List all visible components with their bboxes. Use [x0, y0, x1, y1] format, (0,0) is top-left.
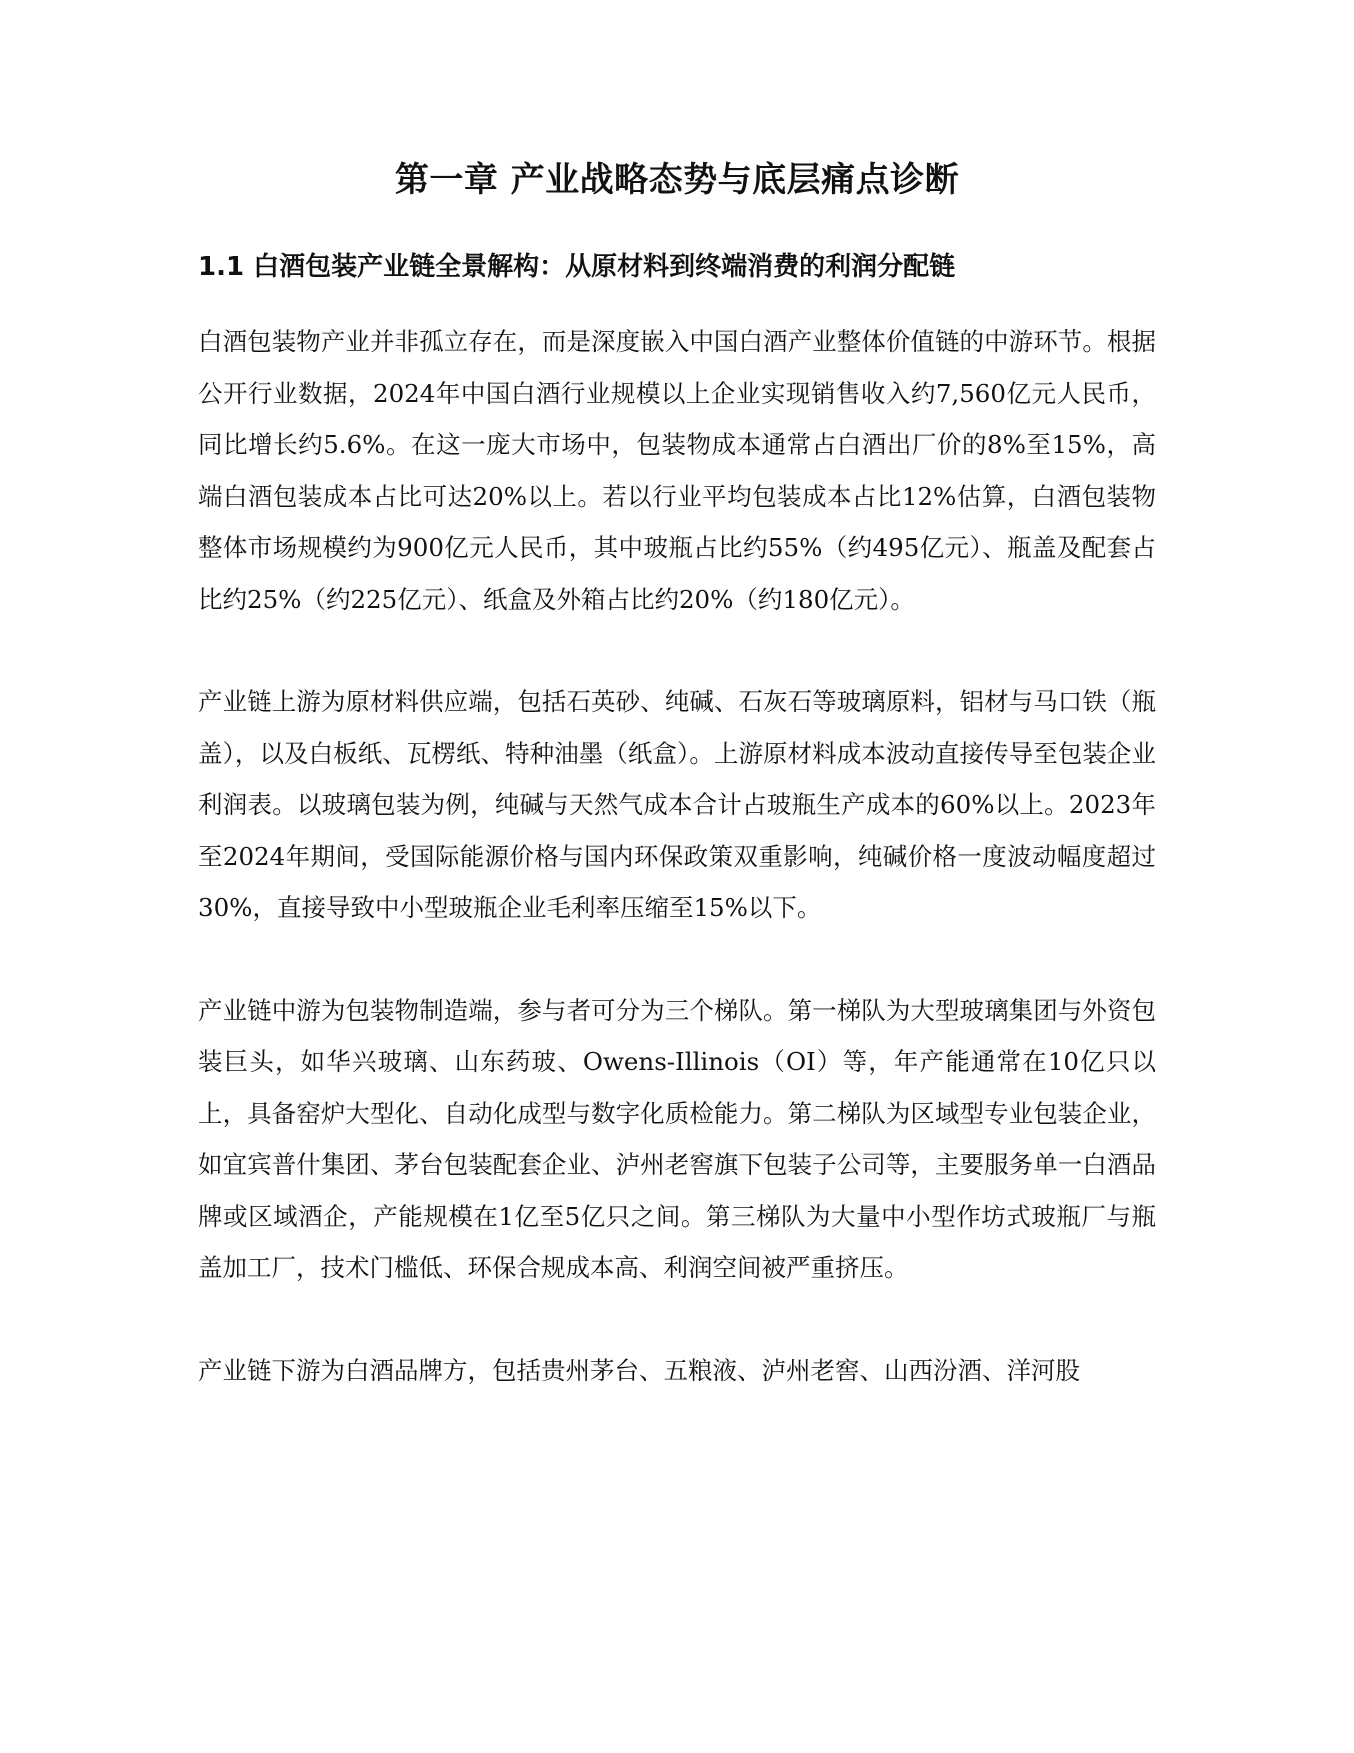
- paragraph-downstream: 产业链下游为白酒品牌方，包括贵州茅台、五粮液、泸州老窖、山西汾酒、洋河股: [198, 1355, 1080, 1385]
- paragraph-upstream: 产业链上游为原材料供应端，包括石英砂、纯碱、石灰石等玻璃原料，铝材与马口铁（瓶盖），以及白板纸、瓦楞纸、特种油墨（纸盒）。上游原材料成本波动直接传导至包装企业利润表。以玻璃包装为例，纯碱与天然气成本合计占玻瓶生产成本的60%以上。2023年至2024年期间，受国际能源价格与国内环保政策双重影响，纯碱价格一度波动幅度超过30%，直接导致中小型玻瓶企业毛利率压缩至15%以下。: [198, 687, 1156, 922]
- section-heading: 1.1 白酒包装产业链全景解构：从原材料到终端消费的利润分配链: [198, 252, 956, 282]
- paragraph-midstream: 产业链中游为包装物制造端，参与者可分为三个梯队。第一梯队为大型玻璃集团与外资包装巨头，如华兴玻璃、山东药玻、Owens-Illinois（OI）等，年产能通常在10亿只以上，具备窑炉大型化、自动化成型与数字化质检能力。第二梯队为区域型专业包装企业，如宜宾普什集团、茅台包装配套企业、泸州老窖旗下包装子公司等，主要服务单一白酒品牌或区域酒企，产能规模在1亿至5亿只之间。第三梯队为大量中小型作坊式玻瓶厂与瓶盖加工厂，技术门槛低、环保合规成本高、利润空间被严重挤压。: [198, 995, 1156, 1282]
- paragraph-value-chain-overview: 白酒包装物产业并非孤立存在，而是深度嵌入中国白酒产业整体价值链的中游环节。根据公开行业数据，2024年中国白酒行业规模以上企业实现销售收入约7,560亿元人民币，同比增长约5.6%。在这一庞大市场中，包装物成本通常占白酒出厂价的8%至15%，高端白酒包装成本占比可达20%以上。若以行业平均包装成本占比12%估算，白酒包装物整体市场规模约为900亿元人民币，其中玻瓶占比约55%（约495亿元）、瓶盖及配套占比约25%（约225亿元）、纸盒及外箱占比约20%（约180亿元）。: [198, 327, 1156, 614]
- chapter-title: 第一章 产业战略态势与底层痛点诊断: [394, 160, 960, 200]
